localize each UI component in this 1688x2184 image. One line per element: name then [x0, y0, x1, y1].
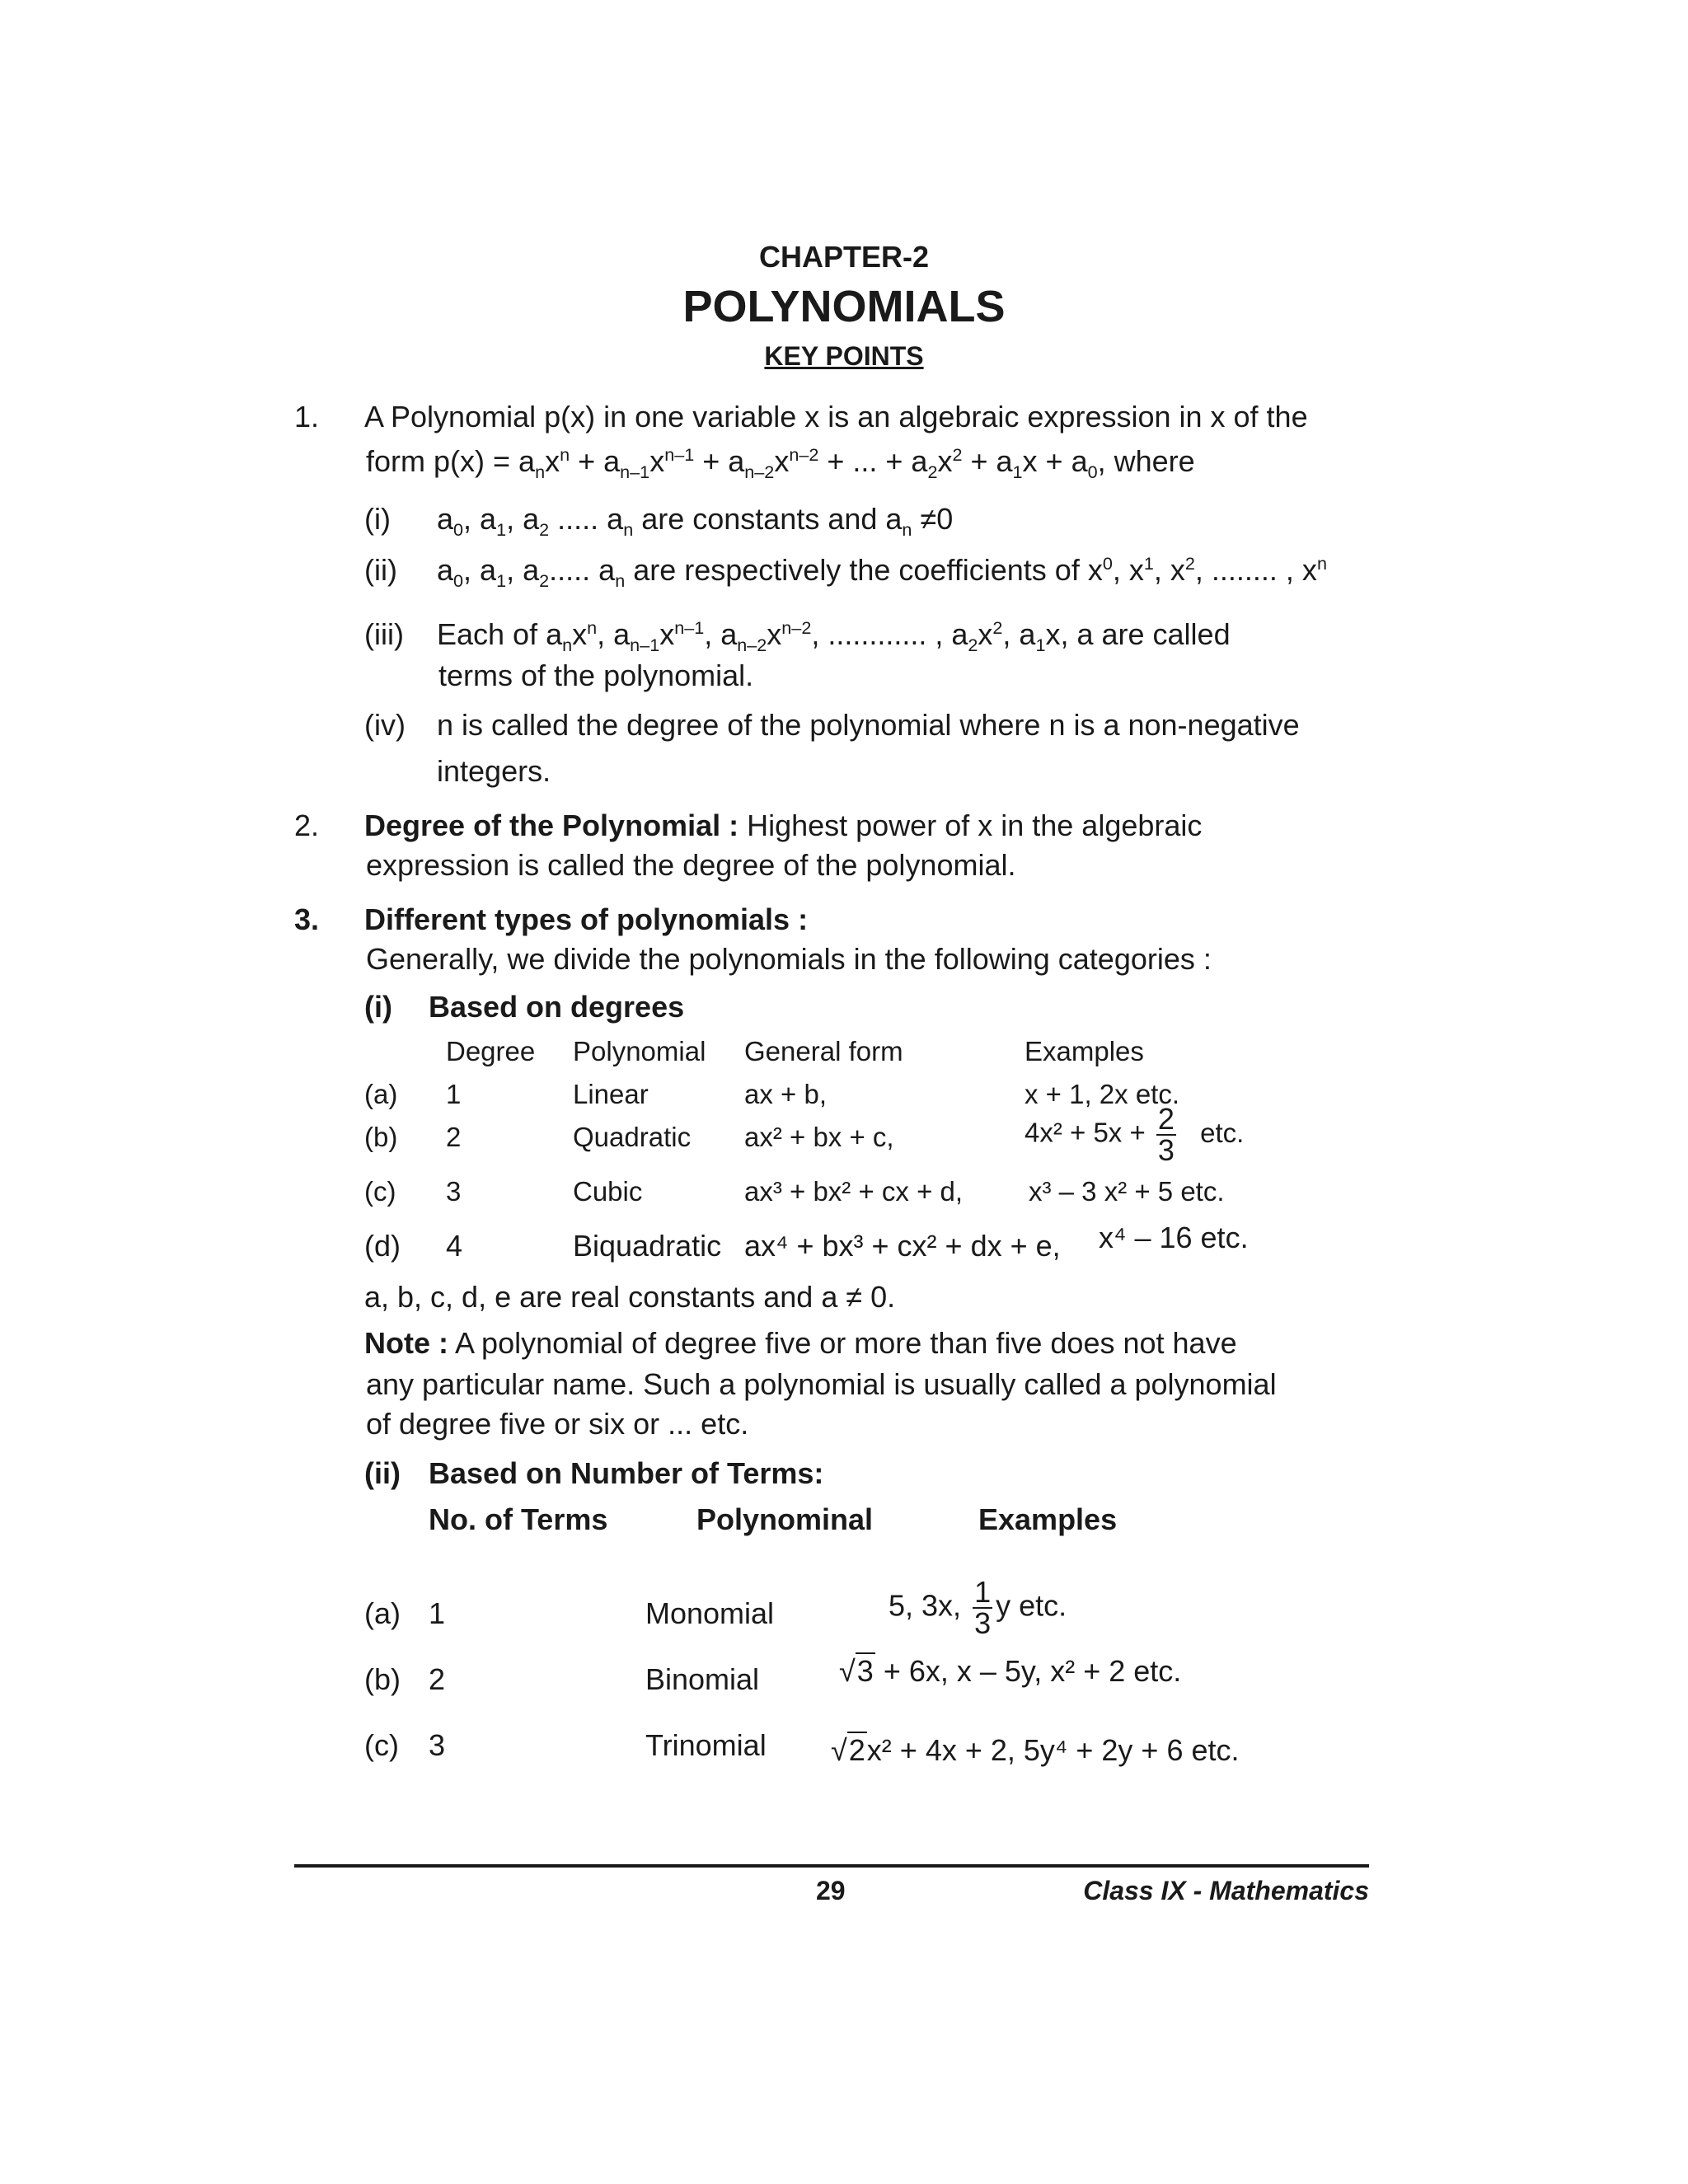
sub-ii-heading: Based on Number of Terms:: [429, 1456, 824, 1490]
degree-table-header-degree: Degree: [446, 1036, 536, 1066]
footer-class-label: Class IX - Mathematics: [1083, 1876, 1369, 1905]
degree-row-label: (b): [364, 1122, 398, 1152]
degree-row-name: Cubic: [573, 1176, 643, 1207]
point-2-line-2: expression is called the degree of the polynomial.: [366, 848, 1016, 882]
footer-rule: [294, 1864, 1369, 1868]
point-1-item-i-text: $a_0$, $a_1$, $a_2$ ..... $a_n$ are constants and $a_n \ne 0$: [437, 502, 954, 541]
point-1-item-iii-line-2: terms of the polynomial.: [438, 658, 754, 692]
degree-row-example: x + 1, 2x etc.: [1025, 1079, 1180, 1109]
terms-row-label: (b): [364, 1662, 401, 1696]
degree-table-header-examples: Examples: [1025, 1036, 1144, 1066]
degree-row-name: Quadratic: [573, 1122, 692, 1152]
degree-row-name: Linear: [573, 1079, 649, 1109]
point-1-item-iv-label: (iv): [364, 708, 406, 742]
degree-row-name: Biquadratic: [573, 1229, 722, 1263]
page-number: 29: [816, 1876, 846, 1905]
point-1-item-i-label: (i): [364, 502, 391, 536]
degree-row-label: (c): [364, 1176, 396, 1207]
terms-row-name: Trinomial: [645, 1728, 767, 1762]
terms-row-example: √2x² + 4x + 2, 5y⁴ + 2y + 6 etc.: [831, 1733, 1240, 1767]
key-points-heading: KEY POINTS: [764, 341, 924, 371]
note-line-2: any particular name. Such a polynomial is usually called a polynomial: [366, 1367, 1277, 1401]
fraction: $\frac{2}{3}$: [1157, 1102, 1175, 1167]
note-line-1: Note : A polynomial of degree five or more than five does not have: [364, 1326, 1237, 1360]
point-1-item-iv-line-2: integers.: [437, 754, 551, 788]
terms-table-header-polynomial: Polynominal: [696, 1502, 874, 1536]
degree-row-form: ax² + bx + c,: [744, 1122, 894, 1152]
degree-table-header-polynomial: Polynomial: [573, 1036, 706, 1066]
point-1-line-1: A Polynomial p(x) in one variable x is an algebraic expression in x of the: [364, 400, 1308, 434]
chapter-label: CHAPTER-2: [758, 240, 929, 274]
degree-row-degree: 4: [446, 1229, 463, 1263]
sub-i-label: (i): [364, 990, 392, 1024]
terms-row-example: √3 + 6x, x – 5y, x² + 2 etc.: [839, 1654, 1182, 1688]
point-1-item-iv-line-1: n is called the degree of the polynomial where n is a non-negative: [437, 708, 1300, 742]
point-1-number: 1.: [294, 400, 320, 434]
degree-row-form: ax⁴ + bx³ + cx² + dx + e,: [744, 1229, 1061, 1263]
degree-table-header-form: General form: [744, 1036, 903, 1066]
degree-row-label: (d): [364, 1229, 401, 1263]
point-2-line-1: Degree of the Polynomial : Highest power of x in the algebraic: [364, 808, 1203, 842]
point-1-item-iii-line-1: Each of $a_nx^n$, $a_{n-1}x^{n-1}$, $a_{n-2}x^{n-2}$, ............ , $a_2x^2$, $a_1x$, a are called: [437, 617, 1231, 656]
degree-row-label: (a): [364, 1079, 398, 1109]
terms-table-header-examples: Examples: [978, 1502, 1118, 1536]
point-2-number: 2.: [294, 808, 320, 842]
degree-row-degree: 2: [446, 1122, 462, 1152]
degree-row-form: ax³ + bx² + cx + d,: [744, 1176, 964, 1207]
sub-i-heading: Based on degrees: [429, 990, 685, 1024]
point-1-item-iii-label: (iii): [364, 617, 404, 651]
fraction: $\frac{1}{3}$: [974, 1575, 992, 1640]
degree-row-form: ax + b,: [744, 1079, 827, 1109]
point-1-form: form $p(x) = a_nx^n + a_{n-1}x^{n-1} + a_{n-2}x^{n-2}$ + ... + $a_2x^2 + a_1x + a_0$, where: [366, 444, 1195, 483]
point-3-intro: Generally, we divide the polynomials in the following categories :: [366, 942, 1212, 976]
point-3-heading: Different types of polynomials :: [364, 902, 809, 936]
degree-row-degree: 1: [446, 1079, 462, 1109]
terms-row-label: (c): [364, 1728, 399, 1762]
point-1-item-ii-text: $a_0$, $a_1$, $a_2$..... $a_n$ are respectively the coefficients of $x^0$, $x^1$, $x^2$, ........ , $x^n$: [437, 553, 1327, 592]
point-3-number: 3.: [294, 902, 320, 936]
terms-table-header-terms: No. of Terms: [429, 1502, 608, 1536]
constants-note: a, b, c, d, e are real constants and a ≠ 0.: [364, 1280, 896, 1314]
page-title: POLYNOMIALS: [682, 282, 1006, 331]
degree-row-example: 4x² + 5x + $\frac{2}{3}$ etc.: [1025, 1102, 1245, 1167]
degree-row-degree: 3: [446, 1176, 462, 1207]
terms-row-count: 2: [429, 1662, 446, 1696]
terms-row-example: 5, 3x, $\frac{1}{3}$ y etc.: [889, 1575, 1067, 1640]
terms-row-label: (a): [364, 1596, 401, 1630]
terms-row-count: 1: [429, 1596, 446, 1630]
point-1-item-ii-label: (ii): [364, 553, 397, 587]
note-line-3: of degree five or six or ... etc.: [366, 1407, 749, 1441]
terms-row-name: Binomial: [645, 1662, 760, 1696]
terms-row-count: 3: [429, 1728, 446, 1762]
degree-row-example: x³ – 3 x² + 5 etc.: [1029, 1176, 1225, 1207]
degree-row-example: x⁴ – 16 etc.: [1099, 1221, 1249, 1254]
terms-row-name: Monomial: [645, 1596, 775, 1630]
sub-ii-label: (ii): [364, 1456, 401, 1490]
